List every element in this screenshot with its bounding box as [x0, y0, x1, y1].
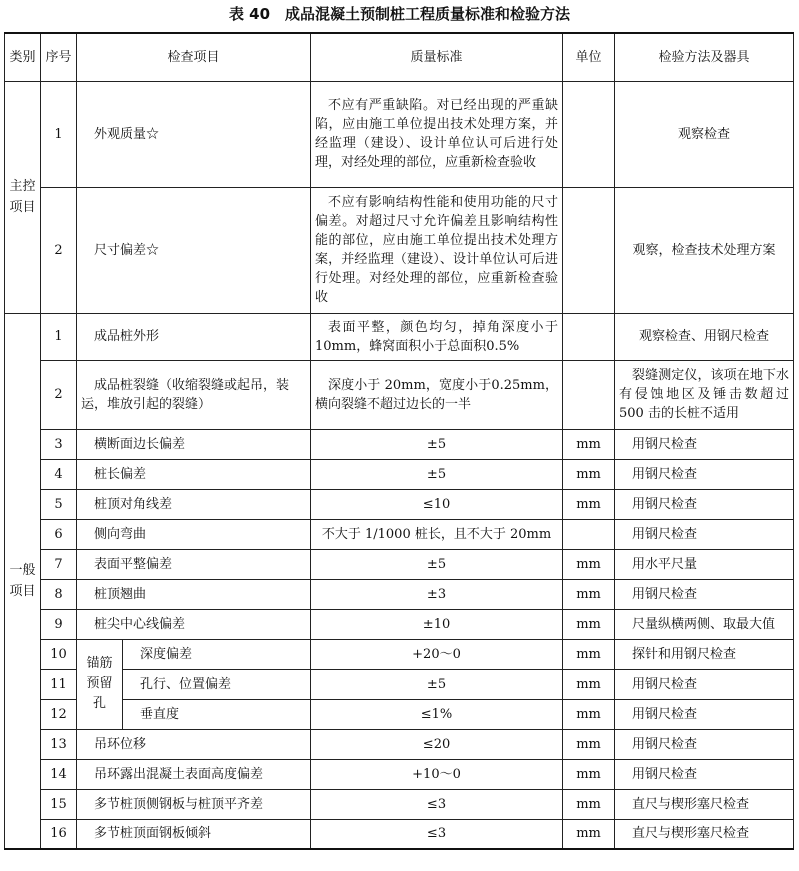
row-standard: ±5	[311, 669, 563, 699]
row-unit	[563, 360, 615, 429]
category-general: 一般项目	[5, 313, 41, 849]
row-item: 桩长偏差	[77, 459, 311, 489]
table-row	[5, 81, 794, 187]
row-seq: 11	[41, 669, 77, 699]
row-method: 直尺与楔形塞尺检查	[615, 819, 794, 849]
row-method: 用钢尺检查	[615, 579, 794, 609]
row-method: 探针和用钢尺检查	[615, 639, 794, 669]
table-row	[5, 459, 794, 489]
row-method: 用钢尺检查	[615, 759, 794, 789]
table-row	[5, 187, 794, 313]
row-standard: +20～0	[311, 639, 563, 669]
row-seq: 15	[41, 789, 77, 819]
row-seq: 13	[41, 729, 77, 759]
row-unit: mm	[563, 729, 615, 759]
row-unit: mm	[563, 669, 615, 699]
row-seq: 9	[41, 609, 77, 639]
row-seq: 3	[41, 429, 77, 459]
header-method: 检验方法及器具	[615, 33, 794, 81]
row-seq: 1	[41, 313, 77, 360]
table-row	[5, 313, 794, 360]
row-method: 用钢尺检查	[615, 519, 794, 549]
row-method: 用钢尺检查	[615, 459, 794, 489]
row-unit: mm	[563, 459, 615, 489]
table-row	[5, 489, 794, 519]
row-standard: ≤3	[311, 789, 563, 819]
header-row	[5, 33, 794, 81]
row-unit: mm	[563, 489, 615, 519]
row-item: 桩顶翘曲	[77, 579, 311, 609]
subgroup-label: 锚筋预留孔	[77, 639, 123, 729]
row-standard: ≤20	[311, 729, 563, 759]
row-standard: ±5	[311, 429, 563, 459]
row-standard: 不应有影响结构性能和使用功能的尺寸偏差。对超过尺寸允许偏差且影响结构性能的部位，应由施工单位提出技术处理方案，并经监理（建设）、设计单位认可后进行处理。对经处理的部位，应重新检查验收	[311, 187, 563, 313]
header-item: 检查项目	[77, 33, 311, 81]
row-item: 吊环位移	[77, 729, 311, 759]
row-unit	[563, 313, 615, 360]
row-method: 用钢尺检查	[615, 429, 794, 459]
header-category: 类别	[5, 33, 41, 81]
row-item: 吊环露出混凝土表面高度偏差	[77, 759, 311, 789]
row-method: 用钢尺检查	[615, 669, 794, 699]
row-unit: mm	[563, 819, 615, 849]
table-row	[5, 429, 794, 459]
row-unit: mm	[563, 549, 615, 579]
table-row	[5, 819, 794, 849]
row-unit: mm	[563, 429, 615, 459]
row-standard: 深度小于 20mm，宽度小于0.25mm，横向裂缝不超过边长的一半	[311, 360, 563, 429]
row-method: 用钢尺检查	[615, 729, 794, 759]
row-unit: mm	[563, 759, 615, 789]
row-unit: mm	[563, 579, 615, 609]
row-unit	[563, 81, 615, 187]
quality-standard-table	[4, 32, 794, 850]
row-unit: mm	[563, 699, 615, 729]
row-method: 观察，检查技术处理方案	[615, 187, 794, 313]
row-standard: 不应有严重缺陷。对已经出现的严重缺陷，应由施工单位提出技术处理方案，并经监理（建设）、设计单位认可后进行处理，对经处理的部位，应重新检查验收	[311, 81, 563, 187]
row-item: 尺寸偏差☆	[77, 187, 311, 313]
row-standard: 不大于 1/1000 桩长，且不大于 20mm	[311, 519, 563, 549]
row-seq: 7	[41, 549, 77, 579]
row-seq: 16	[41, 819, 77, 849]
table-row	[5, 699, 794, 729]
row-method: 裂缝测定仪，该项在地下水有侵蚀地区及锤击数超过 500 击的长桩不适用	[615, 360, 794, 429]
row-seq: 5	[41, 489, 77, 519]
table-row	[5, 519, 794, 549]
row-seq: 2	[41, 360, 77, 429]
row-item: 表面平整偏差	[77, 549, 311, 579]
row-unit	[563, 187, 615, 313]
row-method: 用水平尺量	[615, 549, 794, 579]
row-unit: mm	[563, 639, 615, 669]
category-main: 主控项目	[5, 81, 41, 313]
table-row	[5, 759, 794, 789]
row-standard: ≤10	[311, 489, 563, 519]
header-seq: 序号	[41, 33, 77, 81]
row-method: 观察检查、用钢尺检查	[615, 313, 794, 360]
row-seq: 10	[41, 639, 77, 669]
row-item: 桩顶对角线差	[77, 489, 311, 519]
row-method: 用钢尺检查	[615, 699, 794, 729]
row-item: 孔行、位置偏差	[123, 669, 311, 699]
row-item: 深度偏差	[123, 639, 311, 669]
row-standard: ≤1%	[311, 699, 563, 729]
table-title: 表 40 成品混凝土预制桩工程质量标准和检验方法	[228, 5, 571, 23]
row-item: 多节桩顶侧钢板与桩顶平齐差	[77, 789, 311, 819]
row-seq: 8	[41, 579, 77, 609]
row-seq: 14	[41, 759, 77, 789]
row-item: 垂直度	[123, 699, 311, 729]
row-standard: ±3	[311, 579, 563, 609]
row-item: 侧向弯曲	[77, 519, 311, 549]
header-standard: 质量标准	[311, 33, 563, 81]
row-standard: 表面平整，颜色均匀，掉角深度小于10mm，蜂窝面积小于总面积0.5%	[311, 313, 563, 360]
table-row	[5, 789, 794, 819]
row-unit: mm	[563, 609, 615, 639]
table-row	[5, 729, 794, 759]
table-row	[5, 609, 794, 639]
row-seq: 1	[41, 81, 77, 187]
table-row	[5, 579, 794, 609]
row-item: 横断面边长偏差	[77, 429, 311, 459]
table-row	[5, 639, 794, 669]
row-method: 直尺与楔形塞尺检查	[615, 789, 794, 819]
row-method: 尺量纵横两侧、取最大值	[615, 609, 794, 639]
row-standard: +10～0	[311, 759, 563, 789]
row-unit: mm	[563, 789, 615, 819]
row-item: 成品桩裂缝（收缩裂缝或起吊，装运，堆放引起的裂缝）	[77, 360, 311, 429]
row-standard: ≤3	[311, 819, 563, 849]
row-unit	[563, 519, 615, 549]
table-row	[5, 360, 794, 429]
row-seq: 6	[41, 519, 77, 549]
header-unit: 单位	[563, 33, 615, 81]
row-method: 用钢尺检查	[615, 489, 794, 519]
row-seq: 2	[41, 187, 77, 313]
row-seq: 12	[41, 699, 77, 729]
row-standard: ±5	[311, 549, 563, 579]
row-standard: ±5	[311, 459, 563, 489]
row-seq: 4	[41, 459, 77, 489]
row-item: 外观质量☆	[77, 81, 311, 187]
table-row	[5, 549, 794, 579]
row-method: 观察检查	[615, 81, 794, 187]
row-standard: ±10	[311, 609, 563, 639]
row-item: 多节桩顶面钢板倾斜	[77, 819, 311, 849]
row-item: 桩尖中心线偏差	[77, 609, 311, 639]
table-row	[5, 669, 794, 699]
row-item: 成品桩外形	[77, 313, 311, 360]
